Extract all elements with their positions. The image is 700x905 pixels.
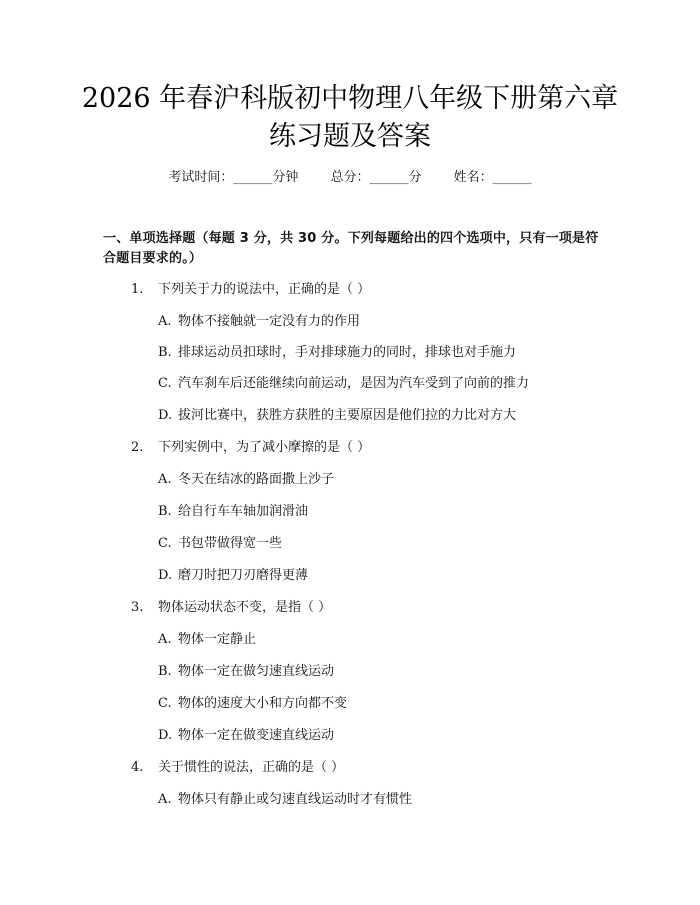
option-letter: A.	[158, 314, 172, 329]
option-letter: B.	[158, 504, 172, 519]
option-text: 冬天在结冰的路面撒上沙子	[178, 472, 335, 487]
option-letter: C.	[158, 536, 172, 551]
option-letter: B.	[158, 345, 172, 360]
option-text: 拔河比赛中，获胜方获胜的主要原因是他们拉的力比对方大	[178, 408, 517, 423]
q3-option-b	[158, 662, 334, 682]
option-text: 物体只有静止或匀速直线运动时才有惯性	[178, 792, 413, 807]
question-text: 关于惯性的说法，正确的是（ ）	[158, 760, 345, 775]
option-letter: A.	[158, 632, 172, 647]
document-title	[60, 80, 640, 156]
question-3	[131, 598, 331, 618]
question-1	[131, 280, 370, 300]
question-number: 2.	[131, 440, 144, 455]
q2-option-d	[158, 566, 308, 586]
q1-option-c	[158, 374, 529, 394]
option-text: 物体不接触就一定没有力的作用	[178, 314, 361, 329]
question-text: 下列实例中，为了减小摩擦的是（ ）	[158, 440, 371, 455]
name-field: 姓名：______	[453, 170, 532, 185]
option-text: 磨刀时把刀刃磨得更薄	[178, 568, 309, 583]
question-text: 下列关于力的说法中，正确的是（ ）	[158, 282, 371, 297]
q2-option-c	[158, 534, 282, 554]
title-line-1: 2026 年春沪科版初中物理八年级下册第六章	[81, 83, 619, 114]
total-score-field: 总分：______分	[330, 170, 422, 185]
option-text: 书包带做得宽一些	[178, 536, 283, 551]
option-letter: D.	[158, 408, 173, 423]
question-number: 1.	[131, 282, 144, 297]
option-text: 排球运动员扣球时，手对排球施力的同时，排球也对手施力	[178, 345, 517, 360]
q3-option-a	[158, 630, 256, 650]
option-text: 物体一定静止	[178, 632, 257, 647]
question-text: 物体运动状态不变，是指（ ）	[158, 600, 332, 615]
question-number: 4.	[131, 760, 144, 775]
option-text: 物体一定在做匀速直线运动	[178, 664, 335, 679]
title-line-2: 练习题及答案	[269, 121, 431, 152]
question-number: 3.	[131, 600, 144, 615]
section-header-single-choice: 一、单项选择题（每题 3 分，共 30 分。下列每题给出的四个选项中，只有一项是符合题目要求的。）	[103, 231, 599, 266]
option-text: 物体的速度大小和方向都不变	[178, 696, 348, 711]
option-text: 物体一定在做变速直线运动	[178, 728, 335, 743]
exam-time-field: 考试时间：______分钟	[168, 170, 299, 185]
question-2	[131, 438, 370, 458]
option-text: 给自行车车轴加润滑油	[178, 504, 309, 519]
option-letter: A.	[158, 472, 172, 487]
option-letter: D.	[158, 728, 173, 743]
option-text: 汽车刹车后还能继续向前运动，是因为汽车受到了向前的推力	[178, 376, 530, 391]
q2-option-b	[158, 502, 308, 522]
question-4	[131, 758, 344, 778]
q2-option-a	[158, 470, 334, 490]
q1-option-d	[158, 406, 516, 426]
q4-option-a	[158, 790, 412, 810]
q1-option-a	[158, 312, 360, 332]
option-letter: D.	[158, 568, 173, 583]
option-letter: C.	[158, 696, 172, 711]
option-letter: A.	[158, 792, 172, 807]
option-letter: B.	[158, 664, 172, 679]
q3-option-d	[158, 726, 334, 746]
option-letter: C.	[158, 376, 172, 391]
exam-info	[0, 168, 700, 188]
q1-option-b	[158, 343, 516, 363]
q3-option-c	[158, 694, 347, 714]
